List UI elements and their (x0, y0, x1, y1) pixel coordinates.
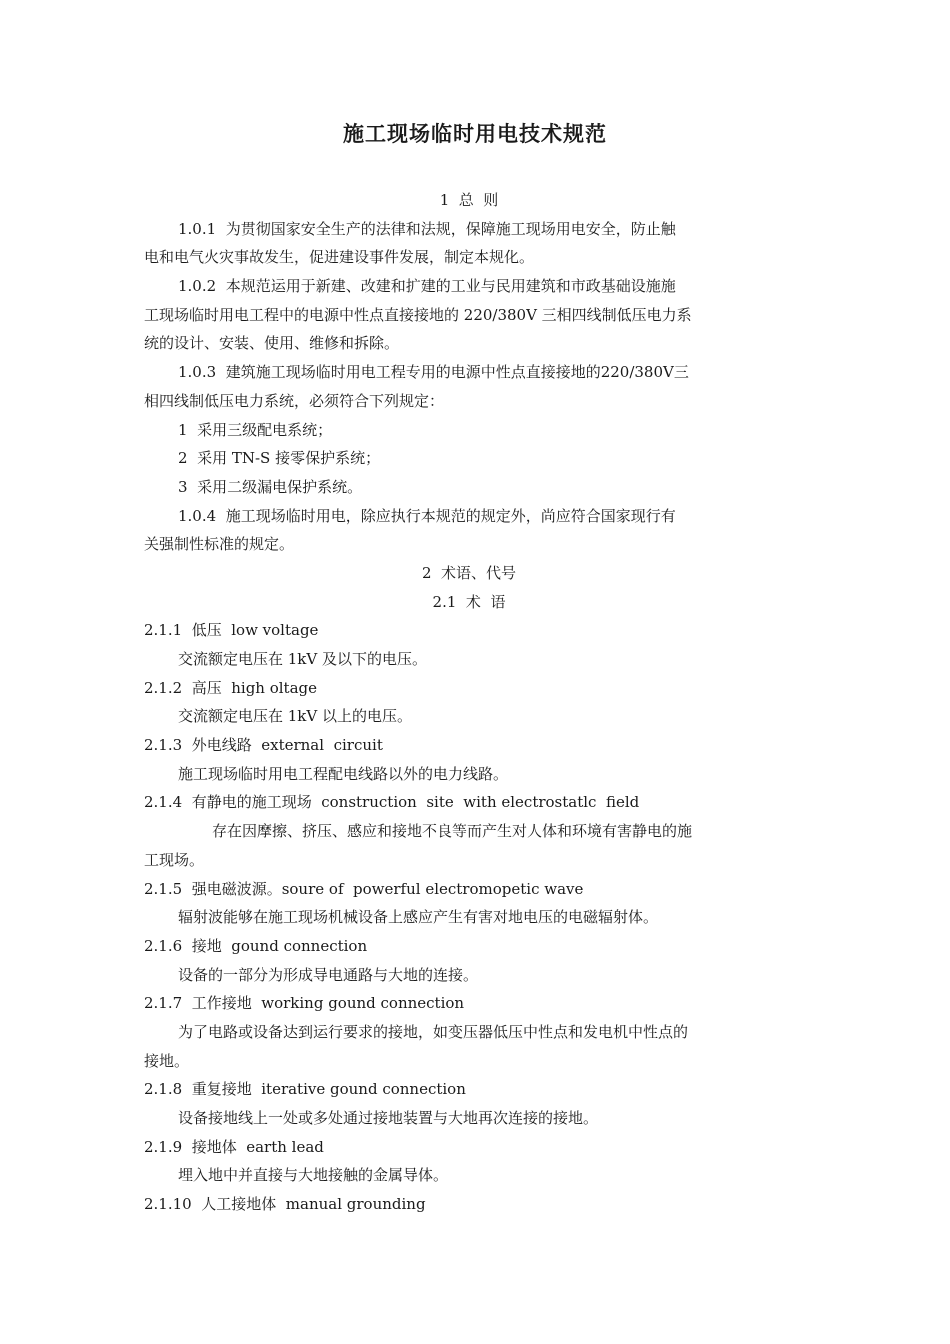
text-line: 辐射波能够在施工现场机械设备上感应产生有害对地电压的电磁辐射体。 (178, 908, 659, 927)
text-line: 2.1.6 接地 gound connection (144, 936, 368, 955)
text-line: 2.1.3 外电线路 external circuit (144, 736, 383, 755)
text-line: 存在因摩擦、挤压、感应和接地不良等而产生对人体和环境有害静电的施 (212, 822, 693, 841)
text-line: 2.1.4 有静电的施工现场 construction site with electrostatlc field (144, 793, 640, 812)
text-line: 关强制性标准的规定。 (144, 535, 295, 554)
text-line: 电和电气火灾事故发生，促进建设事件发展，制定本规化。 (144, 248, 535, 267)
section-heading: 2.1 术 语 (432, 592, 506, 611)
text-line: 1 采用三级配电系统； (178, 420, 333, 439)
text-line: 工现场临时用电工程中的电源中性点直接接地的 220/380V 三相四线制低压电力系 (144, 305, 692, 324)
section-heading: 1 总 则 (439, 191, 499, 209)
text-line: 设备的一部分为形成导电通路与大地的连接。 (178, 965, 479, 984)
text-line: 2.1.7 工作接地 working gound connection (144, 994, 465, 1013)
text-line: 为了电路或设备达到运行要求的接地，如变压器低压中性点和发电机中性点的 (178, 1022, 689, 1041)
text-line: 1.0.4 施工现场临时用电，除应执行本规范的规定外，尚应符合国家现行有 (178, 506, 676, 525)
text-line: 相四线制低压电力系统，必须符合下列规定： (144, 391, 445, 410)
text-line: 1.0.3 建筑施工现场临时用电工程专用的电源中性点直接接地的220/380V三 (178, 363, 689, 382)
text-line: 施工现场临时用电工程配电线路以外的电力线路。 (178, 764, 509, 783)
text-line: 交流额定电压在 1kV 及以下的电压。 (178, 650, 428, 668)
text-line: 2.1.2 高压 high oltage (144, 678, 318, 697)
text-line: 设备接地线上一处或多处通过接地装置与大地再次连接的接地。 (178, 1109, 599, 1127)
text-line: 工现场。 (144, 850, 205, 869)
document-title: 施工现场临时用电技术规范 (343, 122, 607, 146)
text-line: 2.1.5 强电磁波源。soure of powerful electromopetic wave (144, 879, 584, 898)
text-line: 接地。 (144, 1051, 190, 1070)
text-line: 2.1.9 接地体 earth lead (144, 1137, 324, 1156)
text-line: 1.0.2 本规范运用于新建、改建和扩建的工业与民用建筑和市政基础设施施 (178, 277, 676, 296)
text-line: 3 采用二级漏电保护系统。 (178, 477, 363, 496)
text-line: 2.1.8 重复接地 iterative gound connection (144, 1080, 466, 1099)
text-line: 2.1.1 低压 low voltage (144, 621, 319, 640)
text-line: 交流额定电压在 1kV 以上的电压。 (178, 707, 413, 726)
text-line: 2 采用 TN-S 接零保护系统； (178, 449, 381, 468)
text-line: 1.0.1 为贯彻国家安全生产的法律和法规，保障施工现场用电安全，防止触 (178, 219, 676, 238)
document-body (144, 186, 794, 1219)
section-heading: 2 术语、代号 (421, 563, 517, 582)
text-line: 埋入地中并直接与大地接触的金属导体。 (178, 1166, 449, 1185)
text-line: 2.1.10 人工接地体 manual grounding (144, 1195, 426, 1214)
text-line: 统的设计、安装、使用、维修和拆除。 (144, 334, 400, 353)
